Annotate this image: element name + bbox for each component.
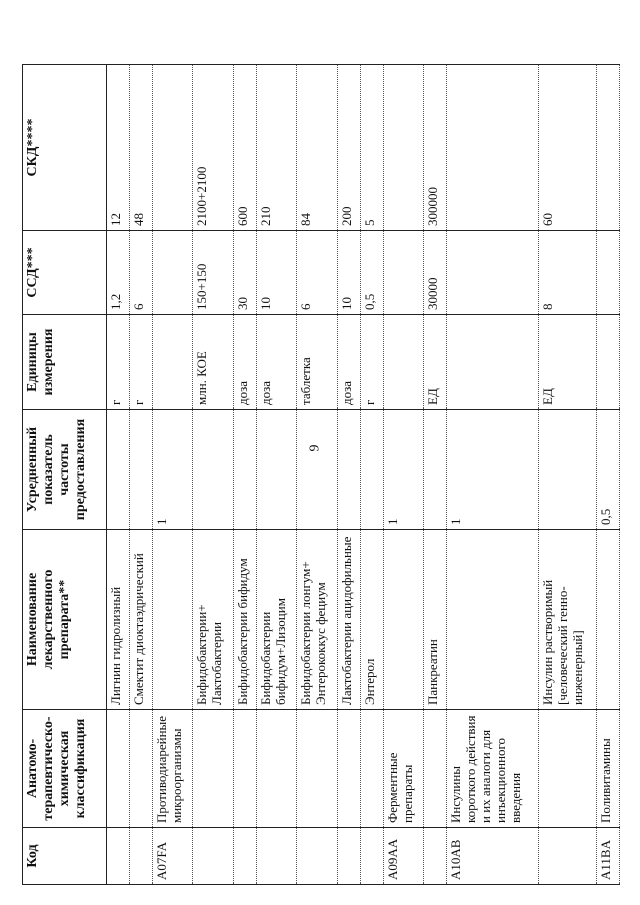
cell-drug: Лигнин гидролизный bbox=[107, 530, 130, 710]
cell-atc: Поливитамины bbox=[596, 710, 619, 828]
cell-ssd: 30 bbox=[233, 231, 256, 315]
cell-drug: Инсулин растворимый [человеческий генно-инженерный] bbox=[539, 530, 597, 710]
cell-ssd: 6 bbox=[297, 231, 337, 315]
table-row bbox=[424, 65, 447, 885]
cell-code bbox=[337, 828, 360, 885]
table-row bbox=[360, 65, 383, 885]
header-ssd: ССД*** bbox=[23, 231, 107, 315]
cell-atc bbox=[360, 710, 383, 828]
table-row bbox=[256, 65, 296, 885]
cell-code bbox=[193, 828, 233, 885]
cell-skd: 12 bbox=[107, 65, 130, 231]
cell-drug bbox=[383, 530, 423, 710]
cell-unit: г bbox=[360, 315, 383, 410]
cell-code: A09AA bbox=[383, 828, 423, 885]
cell-frequency: 0,5 bbox=[596, 410, 619, 530]
cell-ssd: 10 bbox=[337, 231, 360, 315]
cell-unit: доза bbox=[256, 315, 296, 410]
cell-code bbox=[256, 828, 296, 885]
cell-unit bbox=[596, 315, 619, 410]
cell-unit bbox=[153, 315, 193, 410]
cell-code bbox=[297, 828, 337, 885]
cell-unit bbox=[383, 315, 423, 410]
cell-frequency: 1 bbox=[383, 410, 423, 530]
header-frequency: Усредненный показатель частоты предоставления bbox=[23, 410, 107, 530]
cell-code bbox=[233, 828, 256, 885]
cell-ssd: 6 bbox=[130, 231, 153, 315]
cell-atc bbox=[233, 710, 256, 828]
cell-atc bbox=[256, 710, 296, 828]
cell-frequency bbox=[360, 410, 383, 530]
cell-ssd: 1,2 bbox=[107, 231, 130, 315]
cell-unit: таблетка bbox=[297, 315, 337, 410]
table-row bbox=[130, 65, 153, 885]
cell-code: A11BA bbox=[596, 828, 619, 885]
cell-atc bbox=[297, 710, 337, 828]
cell-frequency bbox=[424, 410, 447, 530]
cell-code: A10AB bbox=[447, 828, 539, 885]
cell-unit: доза bbox=[337, 315, 360, 410]
drug-table-container bbox=[22, 65, 620, 885]
table-row bbox=[383, 65, 423, 885]
cell-frequency bbox=[233, 410, 256, 530]
cell-skd bbox=[153, 65, 193, 231]
cell-ssd: 10 bbox=[256, 231, 296, 315]
cell-code bbox=[360, 828, 383, 885]
cell-atc bbox=[130, 710, 153, 828]
table-row bbox=[539, 65, 597, 885]
table-row bbox=[447, 65, 539, 885]
cell-skd: 210 bbox=[256, 65, 296, 231]
cell-drug bbox=[447, 530, 539, 710]
cell-drug: Смектит диоктаэдрический bbox=[130, 530, 153, 710]
cell-ssd bbox=[447, 231, 539, 315]
table-row bbox=[337, 65, 360, 885]
cell-frequency: 1 bbox=[447, 410, 539, 530]
cell-skd: 48 bbox=[130, 65, 153, 231]
cell-atc bbox=[539, 710, 597, 828]
cell-unit: ЕД bbox=[424, 315, 447, 410]
cell-ssd: 30000 bbox=[424, 231, 447, 315]
cell-drug bbox=[596, 530, 619, 710]
cell-skd bbox=[383, 65, 423, 231]
table-row bbox=[153, 65, 193, 885]
cell-skd: 2100+2100 bbox=[193, 65, 233, 231]
cell-skd bbox=[596, 65, 619, 231]
cell-atc: Ферментные препараты bbox=[383, 710, 423, 828]
cell-code: A07FA bbox=[153, 828, 193, 885]
cell-unit: г bbox=[107, 315, 130, 410]
cell-skd bbox=[447, 65, 539, 231]
cell-frequency bbox=[256, 410, 296, 530]
cell-skd: 5 bbox=[360, 65, 383, 231]
cell-atc bbox=[107, 710, 130, 828]
cell-unit: млн. КОЕ bbox=[193, 315, 233, 410]
cell-code bbox=[130, 828, 153, 885]
table-row bbox=[297, 65, 337, 885]
cell-ssd: 0,5 bbox=[360, 231, 383, 315]
page-number: 9 bbox=[307, 444, 323, 452]
cell-atc bbox=[424, 710, 447, 828]
cell-skd: 300000 bbox=[424, 65, 447, 231]
cell-frequency bbox=[297, 410, 337, 530]
cell-frequency bbox=[337, 410, 360, 530]
cell-ssd: 150+150 bbox=[193, 231, 233, 315]
cell-ssd bbox=[383, 231, 423, 315]
table-row bbox=[596, 65, 619, 885]
cell-unit: ЕД bbox=[539, 315, 597, 410]
cell-frequency bbox=[539, 410, 597, 530]
cell-skd: 200 bbox=[337, 65, 360, 231]
cell-drug: Энтерол bbox=[360, 530, 383, 710]
cell-unit bbox=[447, 315, 539, 410]
header-code: Код bbox=[23, 828, 107, 885]
cell-skd: 600 bbox=[233, 65, 256, 231]
cell-frequency bbox=[130, 410, 153, 530]
cell-drug: Лактобактерии ацидофильные bbox=[337, 530, 360, 710]
cell-frequency bbox=[193, 410, 233, 530]
table-row bbox=[107, 65, 130, 885]
cell-ssd: 8 bbox=[539, 231, 597, 315]
cell-drug: Бифидобактерии+ Лактобактерии bbox=[193, 530, 233, 710]
drug-table bbox=[22, 64, 620, 885]
header-drug: Наименование лекарственного препарата** bbox=[23, 530, 107, 710]
cell-ssd bbox=[596, 231, 619, 315]
cell-code bbox=[424, 828, 447, 885]
cell-drug bbox=[153, 530, 193, 710]
table-row bbox=[193, 65, 233, 885]
cell-drug: Бифидобактерии бифидум+Лизоцим bbox=[256, 530, 296, 710]
header-unit: Единицы измерения bbox=[23, 315, 107, 410]
cell-drug: Бифидобактерии лонгум+ Энтерококкус фециум bbox=[297, 530, 337, 710]
cell-ssd bbox=[153, 231, 193, 315]
cell-drug: Панкреатин bbox=[424, 530, 447, 710]
cell-atc: Инсулины короткого действия и их аналоги для инъекционного введения bbox=[447, 710, 539, 828]
cell-drug: Бифидобактерии бифидум bbox=[233, 530, 256, 710]
cell-frequency bbox=[107, 410, 130, 530]
cell-code bbox=[539, 828, 597, 885]
table-row bbox=[233, 65, 256, 885]
cell-frequency: 1 bbox=[153, 410, 193, 530]
cell-atc: Противодиарейные микроорганизмы bbox=[153, 710, 193, 828]
table-header-row bbox=[23, 65, 107, 885]
cell-unit: г bbox=[130, 315, 153, 410]
header-skd: СКД**** bbox=[23, 65, 107, 231]
cell-atc bbox=[193, 710, 233, 828]
cell-atc bbox=[337, 710, 360, 828]
header-atc: Анатомо-терапевтическо-химическая классификация bbox=[23, 710, 107, 828]
cell-skd: 84 bbox=[297, 65, 337, 231]
cell-skd: 60 bbox=[539, 65, 597, 231]
cell-code bbox=[107, 828, 130, 885]
cell-unit: доза bbox=[233, 315, 256, 410]
